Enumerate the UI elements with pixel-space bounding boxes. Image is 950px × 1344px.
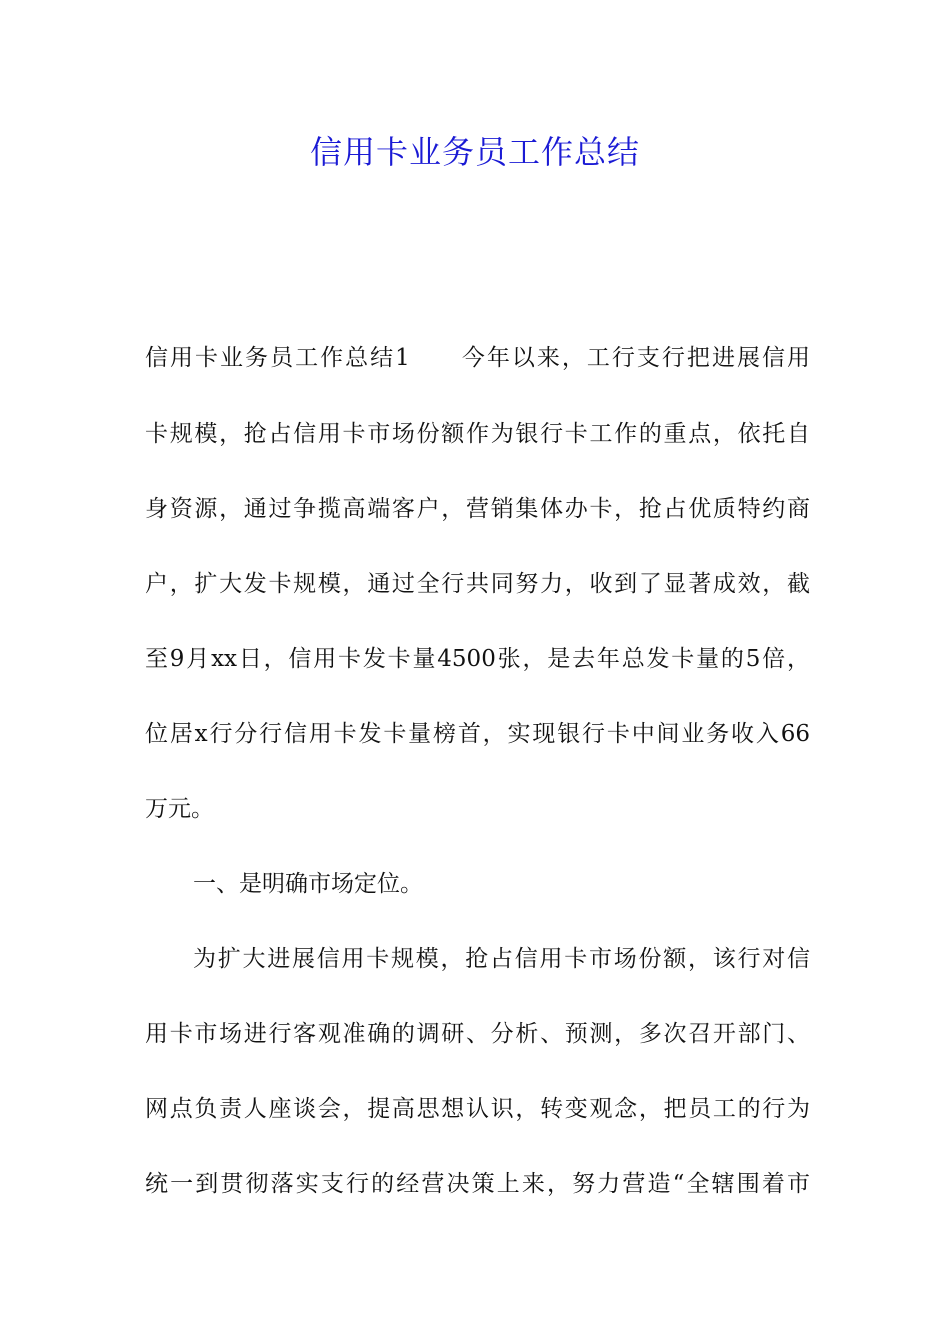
paragraph-line: 用卡市场进行客观准确的调研、分析、预测，多次召开部门、 — [145, 1021, 810, 1047]
paragraph-line: 户，扩大发卡规模，通过全行共同努力，收到了显著成效，截 — [145, 571, 810, 597]
paragraph-line: 卡规模，抢占信用卡市场份额作为银行卡工作的重点，依托自 — [145, 421, 810, 447]
paragraph-line: 身资源，通过争揽高端客户，营销集体办卡，抢占优质特约商 — [145, 496, 810, 522]
paragraph-line: 为扩大进展信用卡规模，抢占信用卡市场份额，该行对信 — [193, 946, 810, 972]
section-heading: 一、是明确市场定位。 — [193, 871, 423, 897]
paragraph-line: 信用卡业务员工作总结1 今年以来，工行支行把进展信用 — [145, 345, 810, 371]
paragraph-line: 万元。 — [145, 796, 214, 822]
paragraph-line: 统一到贯彻落实支行的经营决策上来，努力营造“全辖围着市 — [145, 1171, 810, 1197]
document-title: 信用卡业务员工作总结 — [309, 133, 640, 171]
paragraph-line: 至9月xx日，信用卡发卡量4500张，是去年总发卡量的5倍， — [145, 646, 810, 672]
paragraph-line: 网点负责人座谈会，提高思想认识，转变观念，把员工的行为 — [145, 1096, 810, 1122]
paragraph-line: 位居x行分行信用卡发卡量榜首，实现银行卡中间业务收入66 — [145, 721, 810, 747]
